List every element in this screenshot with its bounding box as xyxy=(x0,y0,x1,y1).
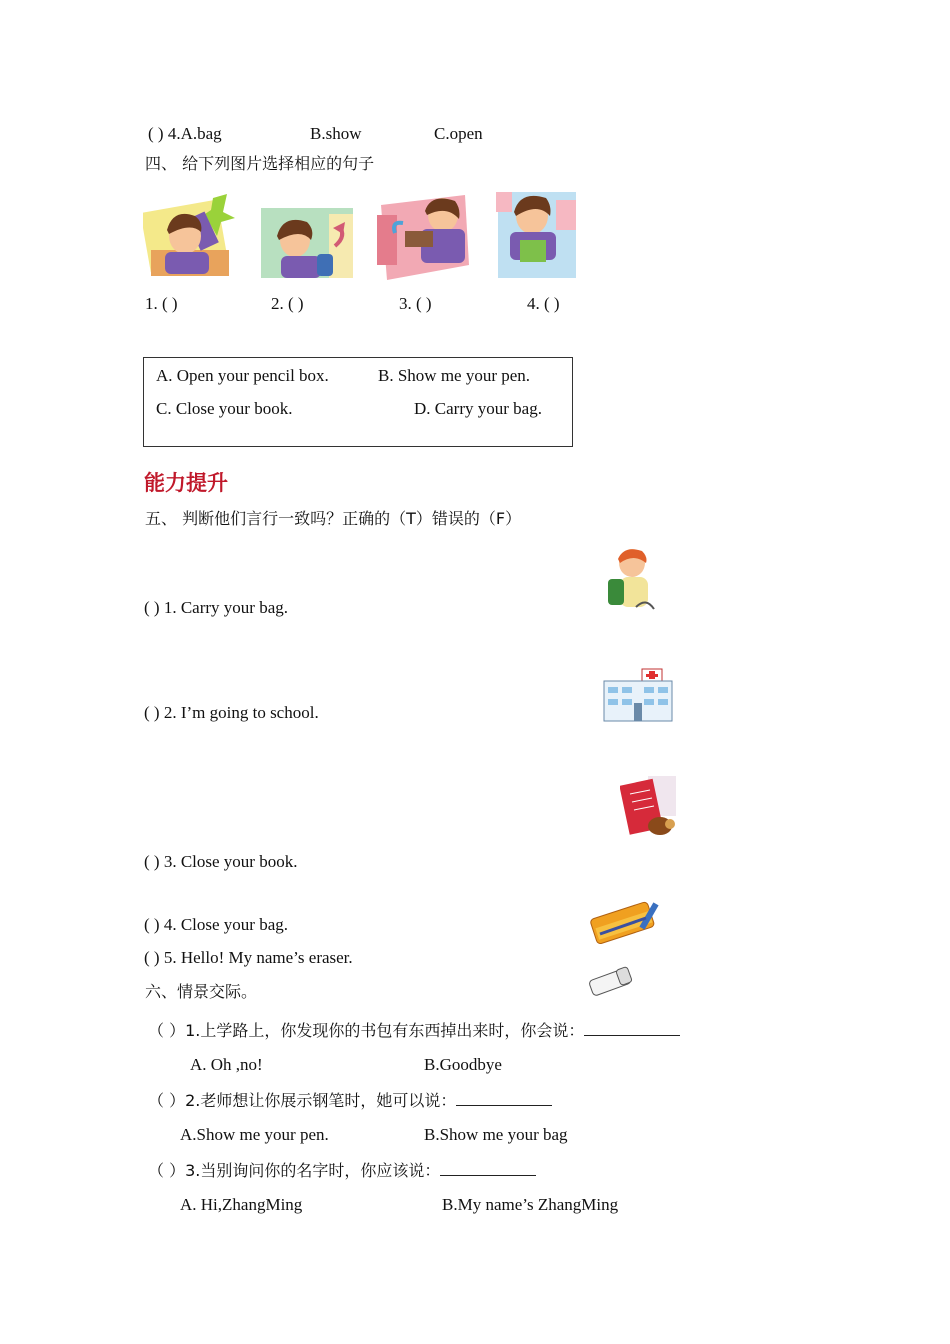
scenario-1-question: （ ）1.上学路上，你发现你的书包有东西掉出来时，你会说： xyxy=(148,1019,680,1041)
q-item-4-number: ( ) 4.A.bag xyxy=(148,124,222,143)
book-icon xyxy=(620,776,676,838)
scenario-2-option-b: B.Show me your bag xyxy=(424,1125,568,1144)
image-label-3: 3. ( ) xyxy=(399,294,432,313)
pencil-box-icon xyxy=(586,892,664,948)
judge-item-3: ( ) 3. Close your book. xyxy=(144,852,298,871)
boy-carry-bag-picture xyxy=(143,192,235,280)
boy-close-book-picture xyxy=(496,190,578,280)
q-item-4-option-b: B.show xyxy=(310,124,362,143)
section-4-title: 四、 给下列图片选择相应的句子 xyxy=(145,154,375,173)
scenario-2-option-a: A.Show me your pen. xyxy=(180,1125,329,1144)
eraser-icon xyxy=(586,964,636,998)
section-5-title: 五、 判断他们言行一致吗？正确的（T）错误的（F） xyxy=(145,509,522,528)
boy-show-picture xyxy=(259,206,355,280)
boy-with-backpack-icon xyxy=(606,545,656,613)
q-item-4-option-c: C.open xyxy=(434,124,483,143)
judge-item-4: ( ) 4. Close your bag. xyxy=(144,915,289,934)
judge-item-2: ( ) 2. I’m going to school. xyxy=(144,703,319,722)
image-label-1: 1. ( ) xyxy=(145,294,178,313)
scenario-1-option-a: A. Oh ,no! xyxy=(190,1055,263,1074)
image-label-4: 4. ( ) xyxy=(527,294,560,313)
section-6-title: 六、情景交际。 xyxy=(145,982,258,1001)
scenario-3-question: （ ）3.当别询问你的名字时，你应该说： xyxy=(148,1159,536,1181)
scenario-2-question: （ ）2.老师想让你展示钢笔时，她可以说： xyxy=(148,1089,552,1111)
image-label-2: 2. ( ) xyxy=(271,294,304,313)
scenario-3-option-b: B.My name’s ZhangMing xyxy=(442,1195,619,1214)
ability-title: 能力提升 xyxy=(144,471,228,495)
boy-open-box-picture xyxy=(377,195,469,280)
scenario-1-option-b: B.Goodbye xyxy=(424,1055,502,1074)
judge-item-5: ( ) 5. Hello! My name’s eraser. xyxy=(144,948,353,967)
scenario-3-option-a: A. Hi,ZhangMing xyxy=(180,1195,303,1214)
hospital-icon xyxy=(602,667,674,723)
option-a: A. Open your pencil box. xyxy=(156,366,329,385)
option-b: B. Show me your pen. xyxy=(378,366,531,385)
option-d: D. Carry your bag. xyxy=(414,399,542,418)
option-c: C. Close your book. xyxy=(156,399,293,418)
judge-item-1: ( ) 1. Carry your bag. xyxy=(144,598,288,617)
